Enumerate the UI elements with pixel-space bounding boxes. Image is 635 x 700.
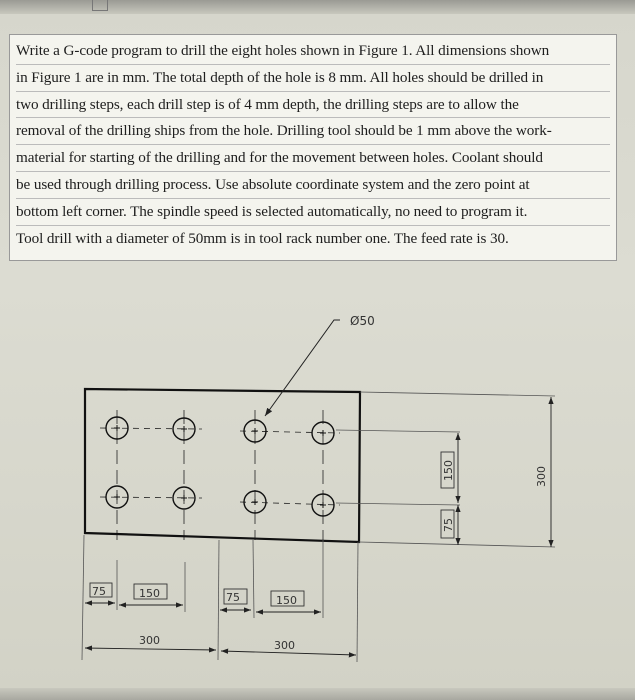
text-line: removal of the drilling ships from the hole. Drilling tool should be 1 mm above the work- [16, 118, 610, 145]
diameter-label: Ø50 [350, 314, 375, 328]
dim-x-150-b: 150 [276, 594, 297, 607]
text-line: material for starting of the drilling and for the movement between holes. Coolant should [16, 145, 610, 172]
dim-y-300: 300 [535, 466, 548, 487]
hole-center-mark [320, 502, 326, 508]
hole-center-mark [114, 494, 120, 500]
dim-x-300-b: 300 [274, 639, 295, 652]
text-line: be used through drilling process. Use absolute coordinate system and the zero point at [16, 172, 610, 199]
diameter-leader [265, 320, 340, 416]
hole-center-mark [114, 425, 120, 431]
dim-x-75-b: 75 [226, 591, 240, 604]
plate-outline [85, 389, 360, 542]
screen-bottom-edge [0, 688, 635, 700]
dim-y-75: 75 [442, 518, 455, 532]
text-line: in Figure 1 are in mm. The total depth of the hole is 8 mm. All holes should be drilled in [16, 65, 610, 92]
dim-x-150-a: 150 [139, 587, 160, 600]
dim-y-150: 150 [442, 460, 455, 481]
hole-center-mark [181, 426, 187, 432]
text-line: bottom left corner. The spindle speed is selected automatically, no need to program it. [16, 199, 610, 226]
text-line: Tool drill with a diameter of 50mm is in tool rack number one. The feed rate is 30. [16, 229, 509, 247]
hole-center-mark [252, 499, 258, 505]
text-line: two drilling steps, each drill step is of 4 mm depth, the drilling steps are to allow the [16, 92, 610, 119]
hole-center-mark [252, 428, 258, 434]
dim-x-300-a: 300 [139, 634, 160, 647]
hole-center-mark [181, 495, 187, 501]
dim-x-75-a: 75 [92, 585, 106, 598]
hole-pattern [100, 410, 340, 540]
text-line: Write a G-code program to drill the eight holes shown in Figure 1. All dimensions shown [16, 38, 610, 65]
hole-center-mark [320, 430, 326, 436]
